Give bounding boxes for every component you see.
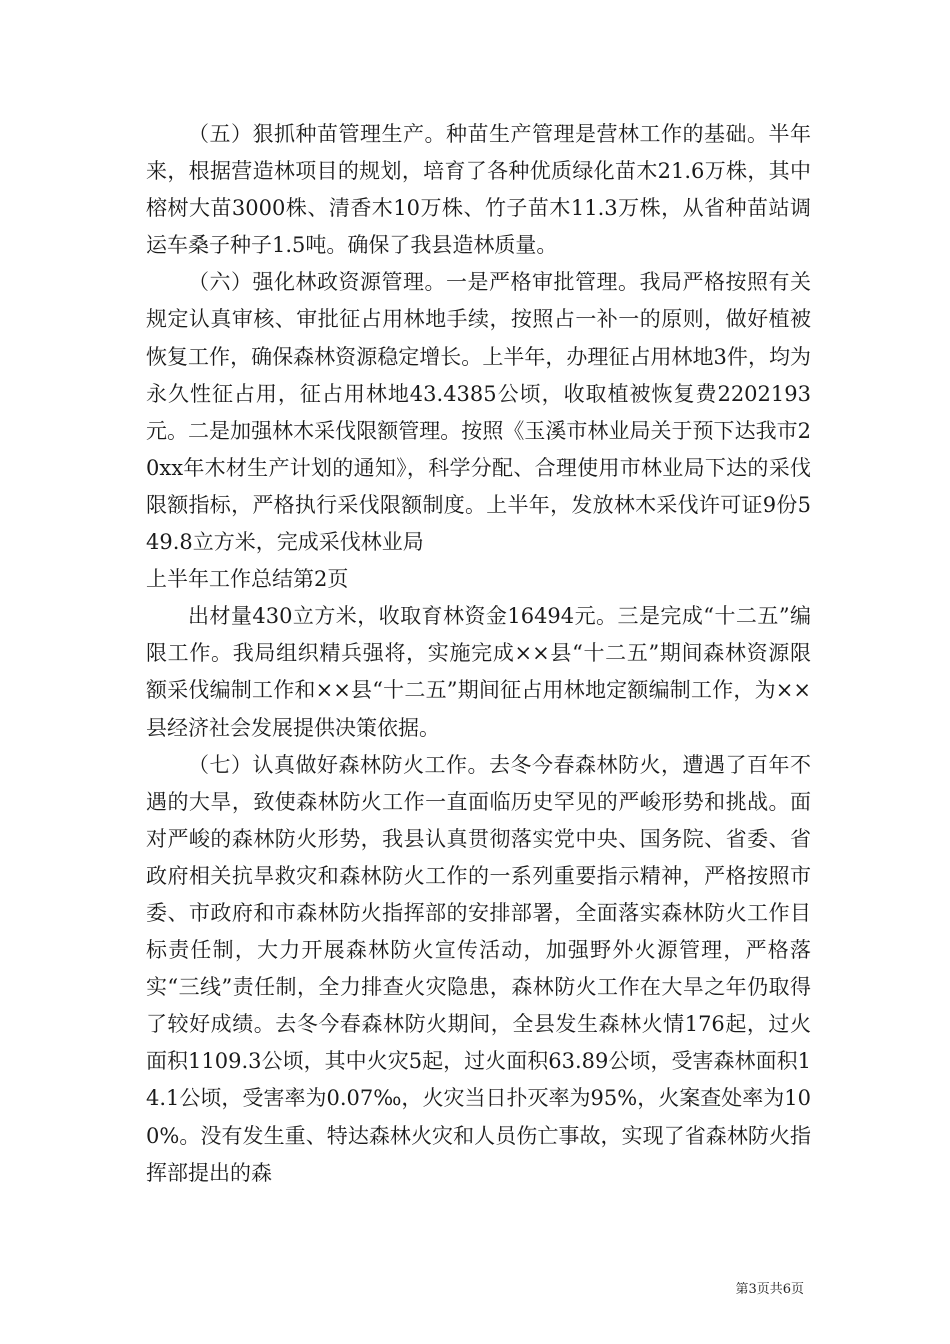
page-number-footer: 第3页共6页	[735, 1282, 804, 1297]
paragraph-fire-prevention: （七）认真做好森林防火工作。去冬今春森林防火，遭遇了百年不遇的大旱，致使森林防火工作一直面临历史罕见的严峻形势和挑战。面对严峻的森林防火形势，我县认真贯彻落实党中央、国务院、省委、省政府相关抗旱救灾和森林防火工作的一系列重要指示精神，严格按照市委、市政府和市森林防火指挥部的安排部署，全面落实森林防火工作目标责任制，大力开展森林防火宣传活动，加强野外火源管理，严格落实“三线”责任制，全力排查火灾隐患，森林防火工作在大旱之年仍取得了较好成绩。去冬今春森林防火期间，全县发生森林火情176起，过火面积1109.3公顷，其中火灾5起，过火面积63.89公顷，受害森林面积14.1公顷，受害率为0.07‰，火灾当日扑灭率为95%，火案查处率为100%。没有发生重、特达森林火灾和人员伤亡事故，实现了省森林防火指挥部提出的森	[146, 752, 811, 1185]
paragraph-seedling-management: （五）狠抓种苗管理生产。种苗生产管理是营林工作的基础。半年来，根据营造林项目的规划，培育了各种优质绿化苗木21.6万株，其中榕树大苗3000株、清香木10万株、竹子苗木11.3万株，从省种苗站调运车桑子种子1.5吨。确保了我县造林质量。	[146, 122, 811, 258]
document-body	[146, 116, 811, 1192]
paragraph-logging-quota: 出材量430立方米，收取育林资金16494元。三是完成“十二五”编限工作。我局组织精兵强将，实施完成××县“十二五”期间森林资源限额采伐编制工作和××县“十二五”期间征占用林地定额编制工作，为××县经济社会发展提供决策依据。	[146, 604, 811, 740]
paragraph-forest-resource-management: （六）强化林政资源管理。一是严格审批管理。我局严格按照有关规定认真审核、审批征占用林地手续，按照占一补一的原则，做好植被恢复工作，确保森林资源稳定增长。上半年，办理征占用林地3件，均为永久性征占用，征占用林地43.4385公顷，收取植被恢复费2202193元。二是加强林木采伐限额管理。按照《玉溪市林业局关于预下达我市20xx年木材生产计划的通知》，科学分配、合理使用市林业局下达的采伐限额指标，严格执行采伐限额制度。上半年，发放林木采伐许可证9份549.8立方米，完成采伐林业局 上半年工作总结第2页	[146, 270, 811, 592]
